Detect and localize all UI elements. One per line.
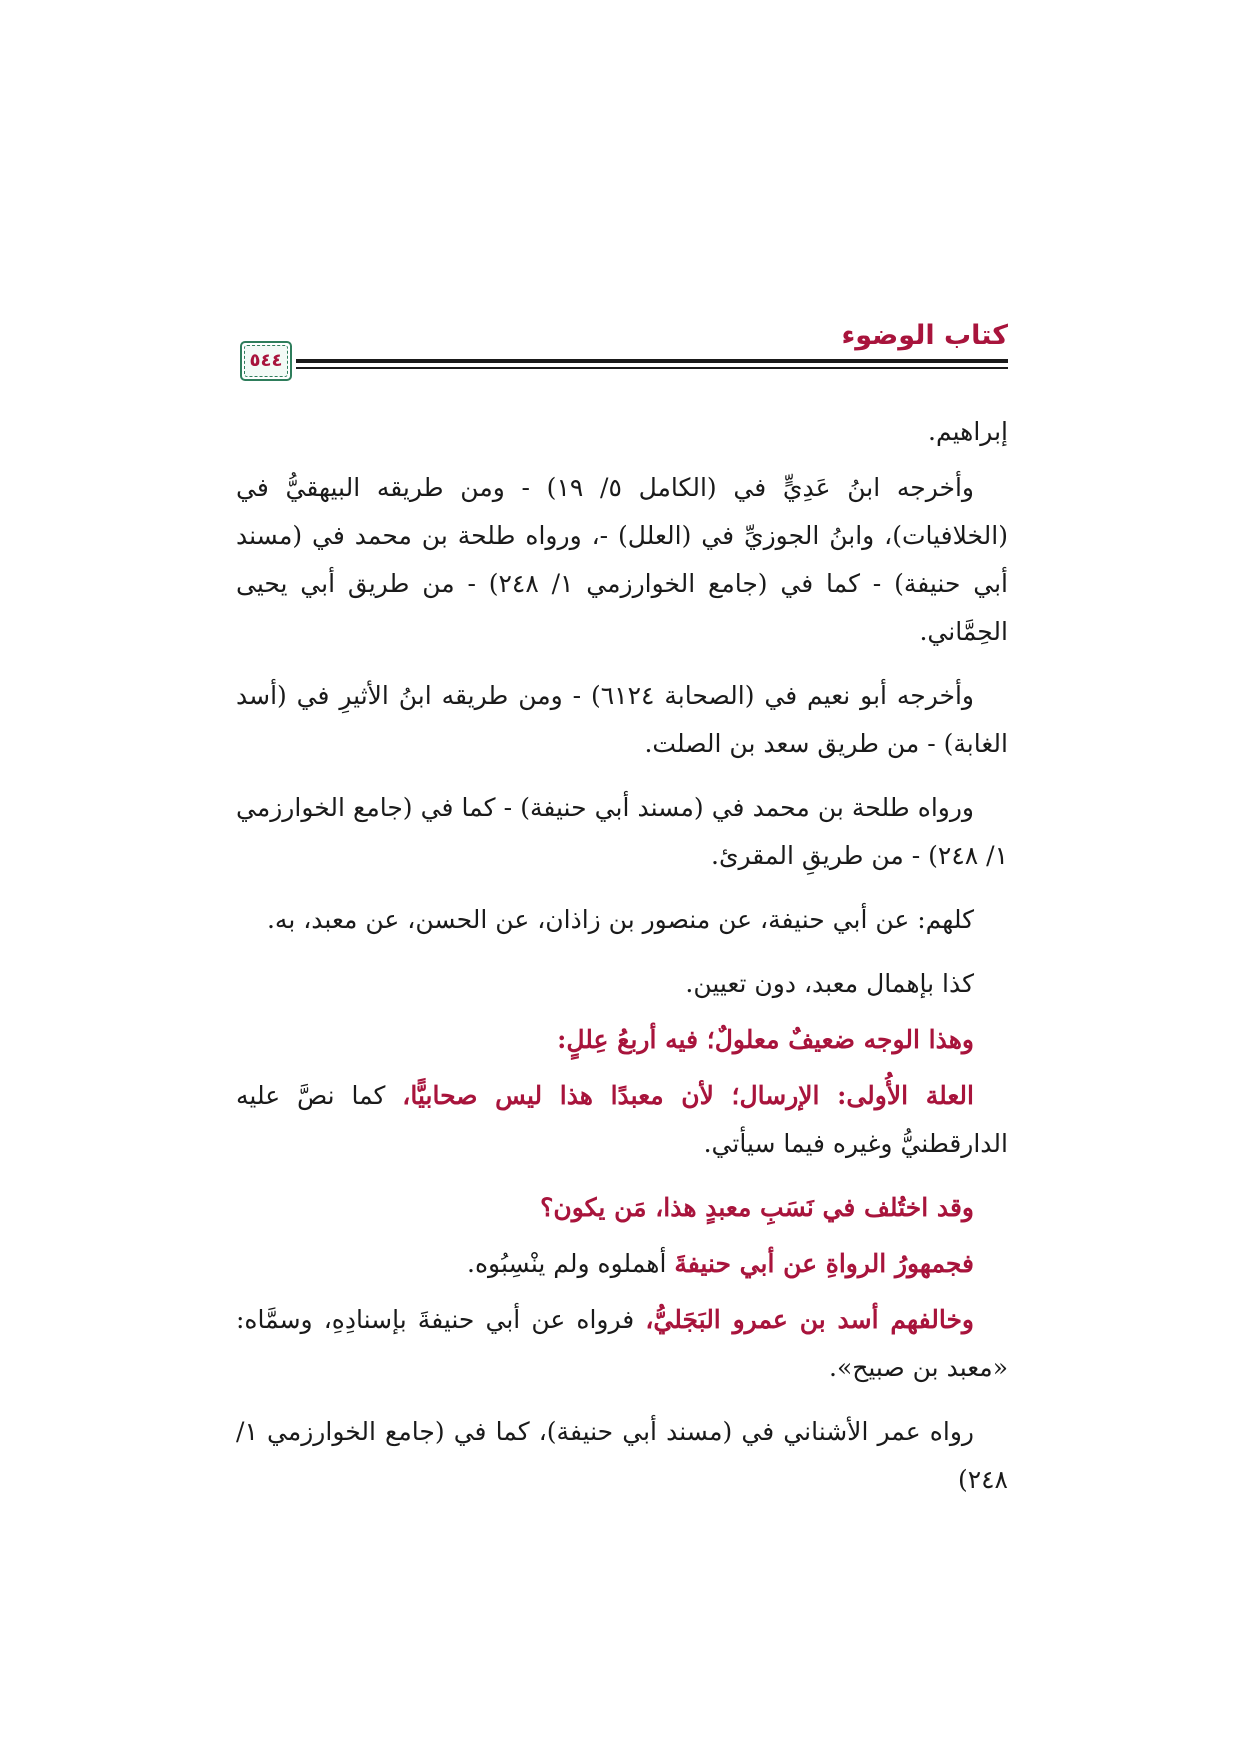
- emphasis-text: وخالفهم أسد بن عمرو البَجَليُّ،: [645, 1305, 974, 1334]
- paragraph: كلهم: عن أبي حنيفة، عن منصور بن زاذان، عن الحسن، عن معبد، به.: [266, 905, 974, 934]
- paragraph: إبراهيم.: [928, 417, 1008, 446]
- paragraph: [236, 1296, 1008, 1392]
- paragraph-text: أهملوه ولم ينْسِبُوه.: [467, 1249, 675, 1278]
- emphasis-text: فجمهورُ الرواةِ عن أبي حنيفةَ: [674, 1249, 974, 1278]
- page-header: [236, 318, 1008, 388]
- paragraph-text: كما نصَّ عليه الدارقطنيُّ وغيره فيما سيأتي.: [236, 1081, 1008, 1158]
- paragraph-heading: وهذا الوجه ضعيفٌ معلولٌ؛ فيه أربعُ عِللٍ:: [557, 1025, 974, 1054]
- paragraph: [236, 1240, 1008, 1288]
- badge-rule-segment: [296, 367, 304, 369]
- paragraph-text: فرواه عن أبي حنيفةَ بإسنادِهِ، وسمَّاه: «معبد بن صبيح».: [236, 1305, 1008, 1382]
- header-rule-thick: [236, 359, 1008, 363]
- paragraph: [236, 1072, 1008, 1168]
- badge-rule-segment: [296, 359, 304, 363]
- paragraph: كذا بإهمال معبد، دون تعيين.: [685, 969, 974, 998]
- page-number: ٥٤٤: [249, 350, 283, 371]
- paragraph: وأخرجه ابنُ عَدِيٍّ في (الكامل ٥/ ١٩) - ومن طريقه البيهقيُّ في (الخلافيات)، وابنُ الجوزيِّ في (العلل) -، ورواه طلحة بن محمد في (مسند أبي حنيفة) - كما في (جامع الخوارزمي ١/ ٢٤٨) - من طريق أبي يحيى الحِمَّاني.: [236, 473, 1008, 646]
- book-title: كتاب الوضوء: [841, 320, 1008, 351]
- paragraph: ورواه طلحة بن محمد في (مسند أبي حنيفة) - كما في (جامع الخوارزمي ١/ ٢٤٨) - من طريقِ المقرئ.: [236, 793, 1008, 870]
- page-number-frame: [244, 345, 288, 377]
- page-number-badge: [240, 341, 292, 381]
- page-body: [236, 408, 1008, 1520]
- paragraph: وأخرجه أبو نعيم في (الصحابة ٦١٢٤) - ومن طريقه ابنُ الأثيرِ في (أسد الغابة) - من طريق سعد بن الصلت.: [236, 681, 1008, 758]
- paragraph: رواه عمر الأشناني في (مسند أبي حنيفة)، كما في (جامع الخوارزمي ١/ ٢٤٨): [236, 1417, 1008, 1494]
- header-rule-thin: [236, 367, 1008, 369]
- emphasis-text: العلة الأُولى: الإرسال؛ لأن معبدًا هذا ليس صحابيًّا،: [402, 1081, 974, 1110]
- paragraph-heading: وقد اختُلف في نَسَبِ معبدٍ هذا، مَن يكون؟: [540, 1193, 974, 1222]
